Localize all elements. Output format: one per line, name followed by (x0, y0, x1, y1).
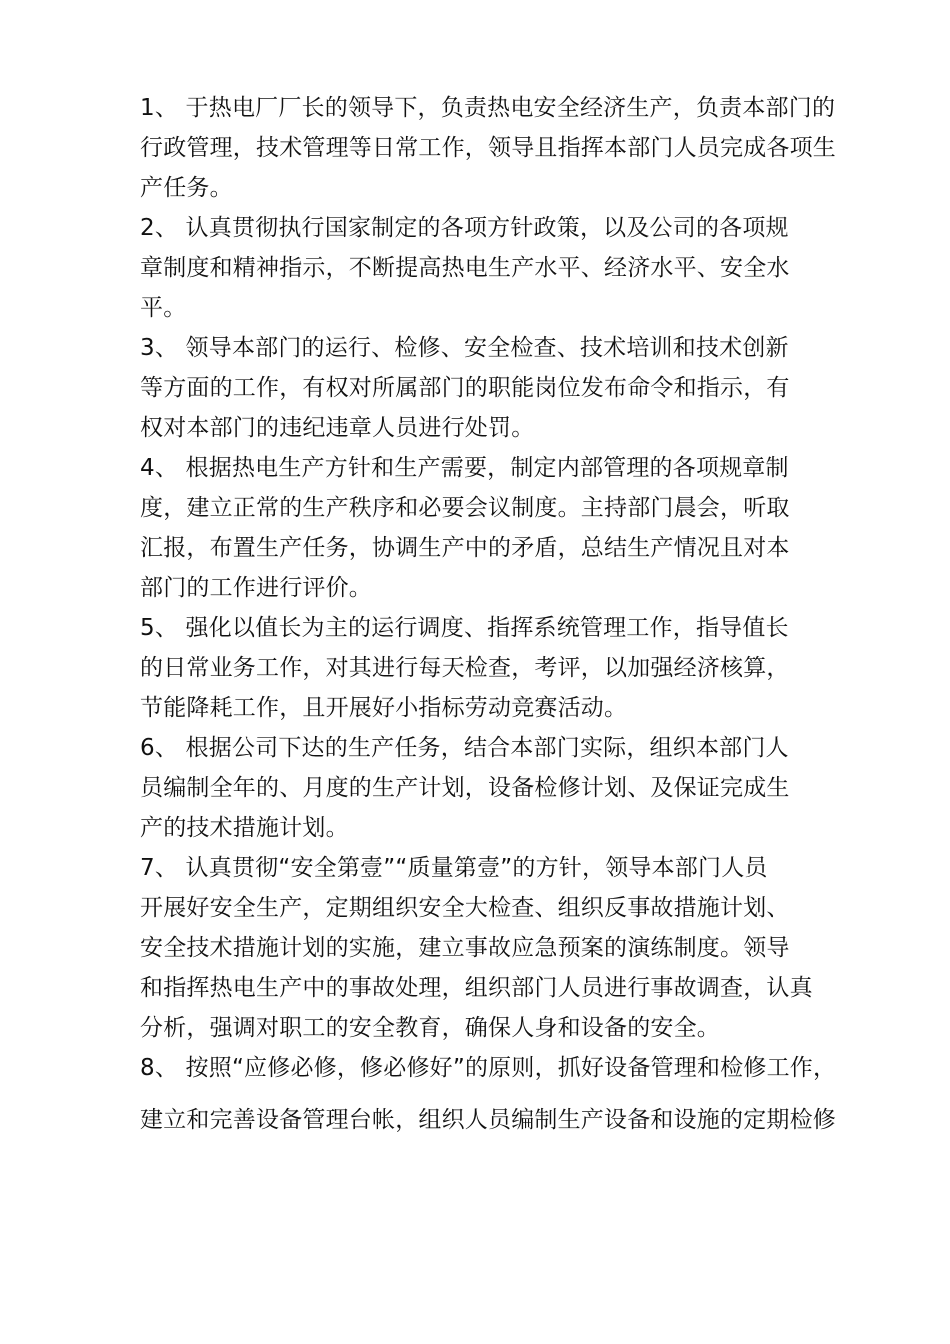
duty-item-7 (140, 848, 830, 1048)
text-line: 分析，强调对职工的安全教育，确保人身和设备的安全。 (140, 1015, 720, 1041)
duty-item-5 (140, 608, 830, 728)
text-line: 行政管理，技术管理等日常工作，领导且指挥本部门人员完成各项生 (140, 135, 836, 161)
duty-item-3 (140, 328, 830, 448)
duty-item-2 (140, 208, 830, 328)
text-line: 开展好安全生产，定期组织安全大检查、组织反事故措施计划、 (140, 895, 790, 921)
text-line: 汇报，布置生产任务，协调生产中的矛盾，总结生产情况且对本 (140, 535, 790, 561)
text-line: 5、 强化以值长为主的运行调度、指挥系统管理工作，指导值长 (140, 615, 789, 641)
text-line: 安全技术措施计划的实施，建立事故应急预案的演练制度。领导 (140, 935, 790, 961)
text-line: 权对本部门的违纪违章人员进行处罚。 (140, 415, 535, 441)
document-page (140, 88, 837, 1146)
duty-item-8 (140, 1042, 837, 1146)
text-line: 的日常业务工作，对其进行每天检查，考评，以加强经济核算， (140, 655, 790, 681)
text-line: 产任务。 (140, 175, 233, 201)
text-line: 部门的工作进行评价。 (140, 575, 372, 601)
text-line: 6、 根据公司下达的生产任务，结合本部门实际，组织本部门人 (140, 735, 789, 761)
text-line: 建立和完善设备管理台帐，组织人员编制生产设备和设施的定期检修 (140, 1107, 836, 1133)
duty-item-1 (140, 88, 836, 208)
text-line: 7、 认真贯彻“安全第壹”“质量第壹”的方针，领导本部门人员 (140, 855, 768, 881)
text-line: 平。 (140, 295, 187, 321)
text-line: 产的技术措施计划。 (140, 815, 349, 841)
text-line: 等方面的工作，有权对所属部门的职能岗位发布命令和指示，有 (140, 375, 790, 401)
text-line: 员编制全年的、月度的生产计划，设备检修计划、及保证完成生 (140, 775, 790, 801)
text-line: 2、 认真贯彻执行国家制定的各项方针政策，以及公司的各项规 (140, 215, 789, 241)
text-line: 度，建立正常的生产秩序和必要会议制度。主持部门晨会，听取 (140, 495, 790, 521)
text-line: 章制度和精神指示，不断提高热电生产水平、经济水平、安全水 (140, 255, 790, 281)
text-line: 8、 按照“应修必修，修必修好”的原则，抓好设备管理和检修工作， (140, 1055, 837, 1081)
duty-item-4 (140, 448, 830, 608)
duty-item-6 (140, 728, 830, 848)
text-line: 4、 根据热电生产方针和生产需要，制定内部管理的各项规章制 (140, 455, 789, 481)
text-line: 节能降耗工作，且开展好小指标劳动竞赛活动。 (140, 695, 628, 721)
text-line: 3、 领导本部门的运行、检修、安全检查、技术培训和技术创新 (140, 335, 789, 361)
text-line: 和指挥热电生产中的事故处理，组织部门人员进行事故调查，认真 (140, 975, 813, 1001)
text-line: 1、 于热电厂厂长的领导下，负责热电安全经济生产，负责本部门的 (140, 95, 836, 121)
